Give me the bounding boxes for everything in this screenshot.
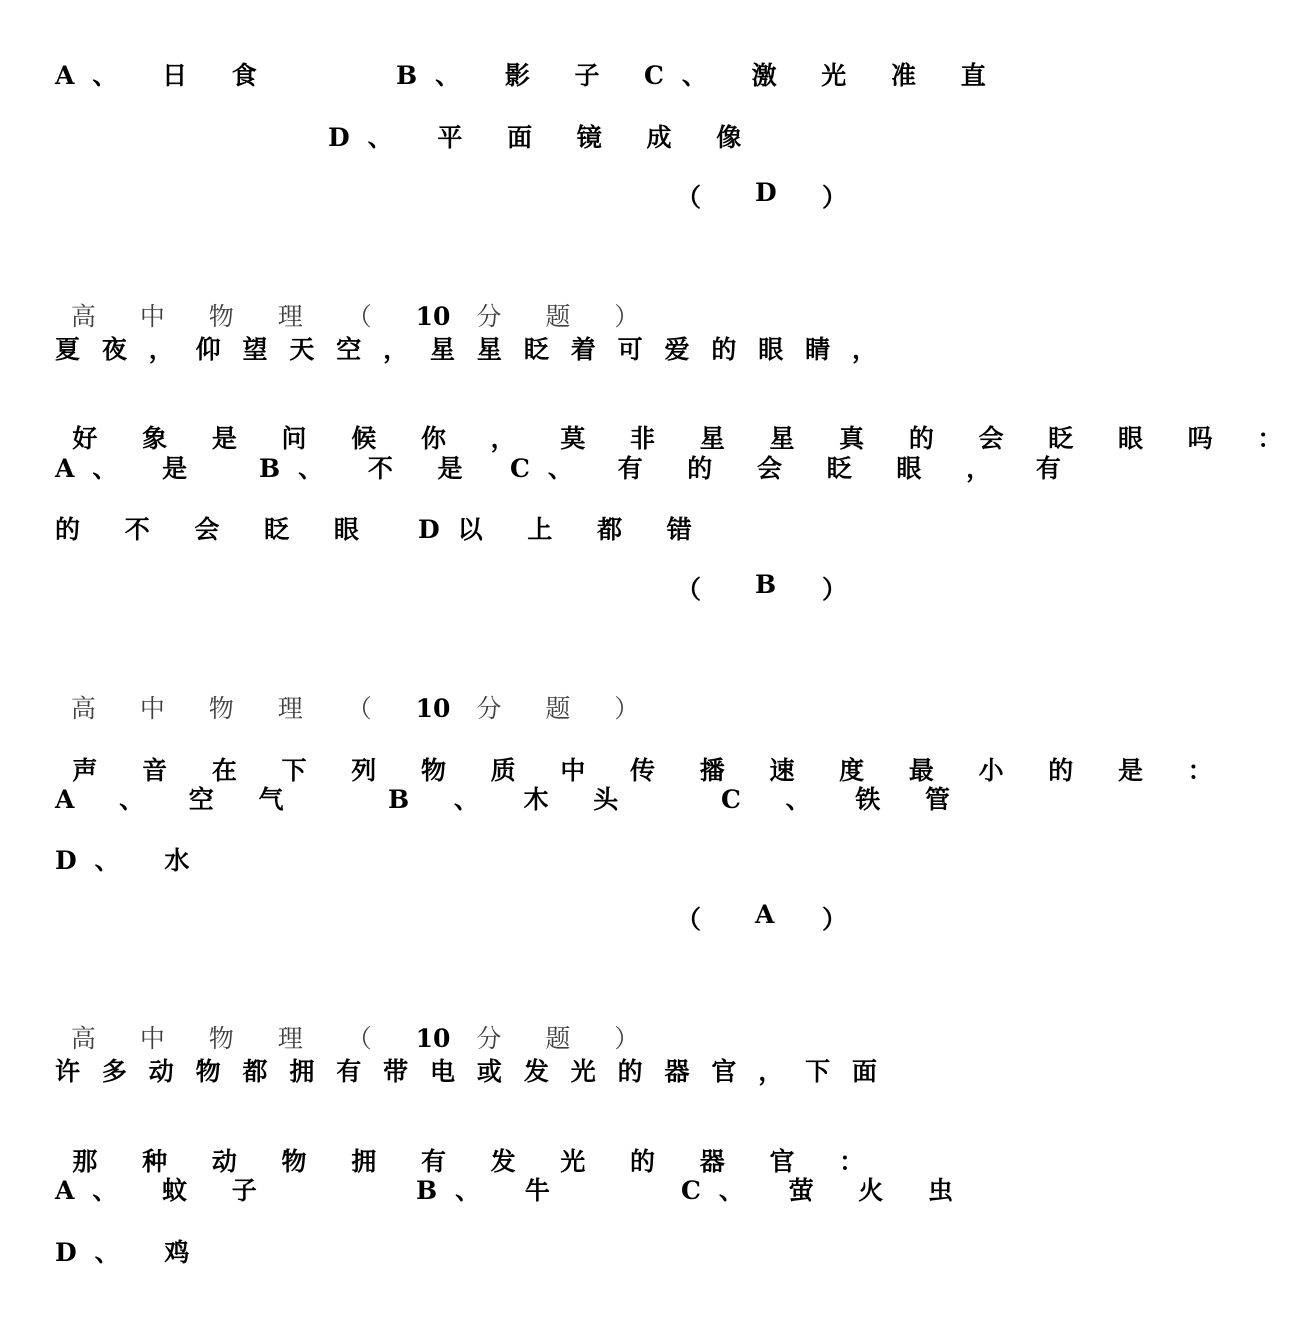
- option-b: B 、 木 头: [388, 785, 637, 814]
- question-header: 高 中 物 理 （ 10 分 题 ）: [70, 302, 658, 331]
- option-d: D以 上 都 错: [418, 515, 710, 544]
- option-row: [55, 841, 877, 881]
- question-stem-cont: 那 种 动 物 拥 有 发 光 的 器 官 ：: [72, 1147, 883, 1176]
- question-header: 高 中 物 理 （ 10 分 题 ）: [70, 1024, 658, 1053]
- option-c: C 、 铁 管: [721, 785, 969, 814]
- option-c-cont: 的 不 会 眨 眼: [55, 515, 377, 544]
- option-c: C、 萤 火 虫: [681, 1176, 972, 1205]
- option-d: D、 鸡: [55, 1238, 208, 1267]
- option-a: A、 日 食: [55, 61, 275, 90]
- option-c: C、 有 的 会 眨 眼 ， 有: [510, 454, 1079, 483]
- question-header: 高 中 物 理 （ 10 分 题 ）: [70, 694, 658, 723]
- option-b: B、 不 是: [259, 454, 481, 483]
- option-a: A、 蚊 子: [55, 1176, 275, 1205]
- question-stem: 声 音 在 下 列 物 质 中 传 播 速 度 最 小 的 是 ：: [72, 756, 1231, 785]
- answer-value: D: [755, 178, 777, 207]
- question-stem: 许多动物都拥有带电或发光的器官，下面: [55, 1057, 877, 1086]
- option-row: [55, 56, 1004, 96]
- answer-line: [676, 900, 848, 940]
- option-row: [55, 510, 877, 550]
- option-row: [55, 1233, 877, 1273]
- option-c: C、 激 光 准 直: [644, 61, 1004, 90]
- answer-value: B: [755, 570, 777, 599]
- answer-bracket-close: ）: [822, 183, 848, 212]
- answer-line: [676, 178, 848, 218]
- option-b: B、 牛: [416, 1176, 568, 1205]
- option-a: A 、 空 气: [55, 785, 302, 814]
- answer-line: [676, 570, 848, 610]
- answer-value: A: [755, 900, 775, 929]
- question-points: 10: [415, 694, 451, 723]
- answer-bracket-open: （: [676, 183, 702, 212]
- option-b: B、 影 子: [396, 61, 618, 90]
- option-d: D、 平 面 镜 成 像: [328, 123, 760, 152]
- question-points: 10: [415, 302, 451, 331]
- option-row: [55, 118, 877, 158]
- answer-bracket-close: ）: [822, 905, 848, 934]
- option-d: D、 水: [55, 846, 208, 875]
- answer-bracket-open: （: [676, 905, 702, 934]
- option-row: [55, 780, 969, 820]
- answer-bracket-open: （: [676, 575, 702, 604]
- option-row: [55, 449, 1079, 489]
- question-stem: 夏夜，仰望天空，星星眨着可爱的眼睛，: [55, 335, 877, 364]
- question-stem-cont: 好 象 是 问 候 你 ， 莫 非 星 星 真 的 会 眨 眼 吗 ：: [72, 424, 1300, 453]
- option-row: [55, 1171, 972, 1211]
- answer-bracket-close: ）: [822, 575, 848, 604]
- option-a: A、 是: [55, 454, 206, 483]
- question-points: 10: [415, 1024, 451, 1053]
